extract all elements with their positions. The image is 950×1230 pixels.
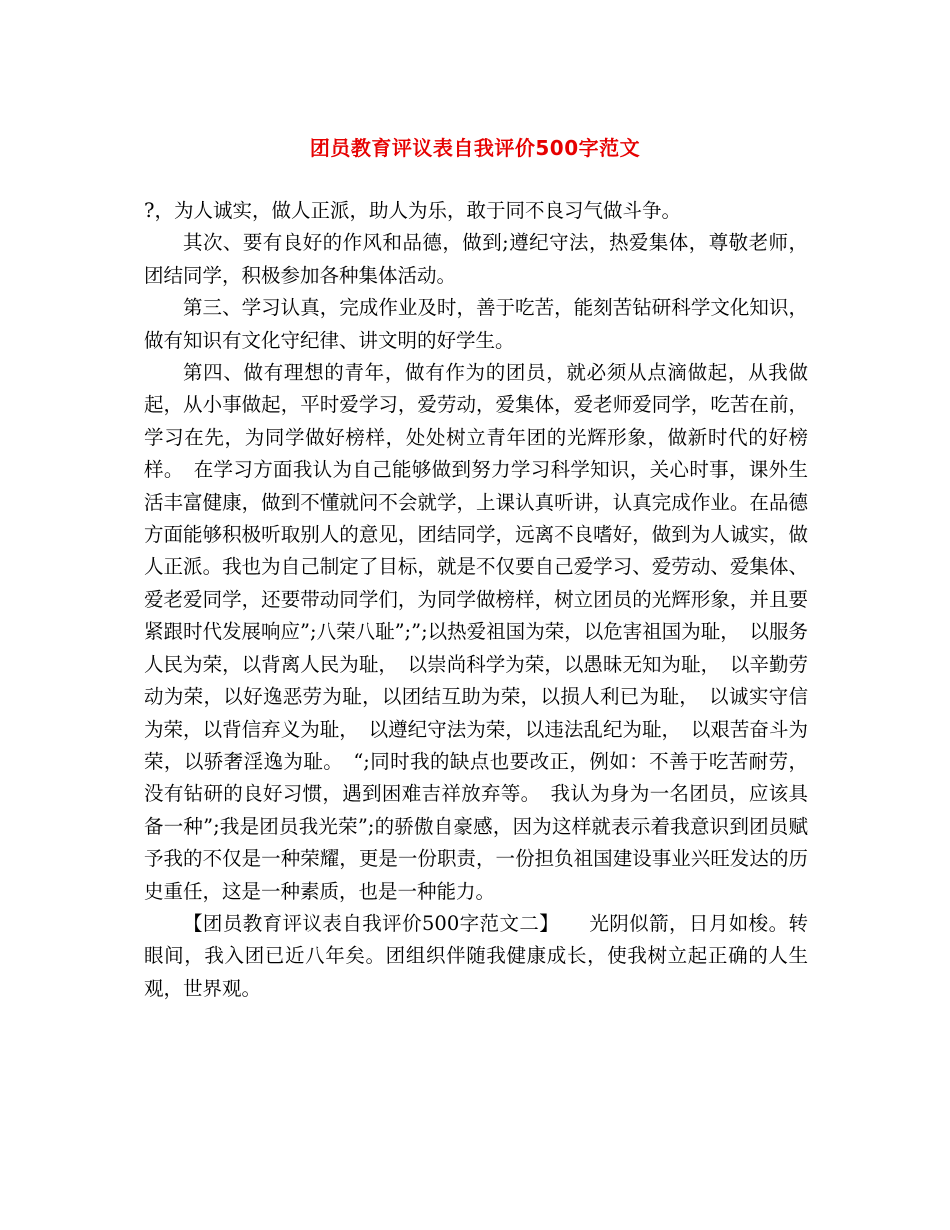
paragraph-second: 其次、要有良好的作风和品德，做到;遵纪守法，热爱集体，尊敬老师，团结同学，积极参加各种集体活动。 (144, 231, 808, 287)
paragraph-sample-two: 【团员教育评议表自我评价500字范文二】 光阴似箭，日月如梭。转眼间，我入团已近八年矣。团组织伴随我健康成长，使我树立起正确的人生观，世界观。 (144, 911, 808, 1000)
document-body (144, 195, 808, 1005)
paragraph-fourth: 第四、做有理想的青年，做有作为的团员，就必须从点滴做起，从我做起，从小事做起，平时爱学习，爱劳动，爱集体，爱老师爱同学，吃苦在前，学习在先，为同学做好榜样，处处树立青年团的光辉形象，做新时代的好榜样。 在学习方面我认为自己能够做到努力学习科学知识，关心时事，课外生活丰富健康，做到不懂就问不会就学，上课认真听讲，认真完成作业。在品德方面能够积极听取别人的意见，团结同学，远离不良嗜好，做到为人诚实，做人正派。我也为自己制定了目标，就是不仅要自己爱学习、爱劳动、爱集体、爱老爱同学，还要带动同学们，为同学做榜样，树立团员的光辉形象，并且要紧跟时代发展响应”;八荣八耻”;”;以热爱祖国为荣，以危害祖国为耻， 以服务人民为荣，以背离人民为耻， 以崇尚科学为荣，以愚昧无知为耻， 以辛勤劳动为荣，以好逸恶劳为耻，以团结互助为荣，以损人利已为耻， 以诚实守信为荣，以背信弃义为耻， 以遵纪守法为荣，以违法乱纪为耻， 以艰苦奋斗为荣，以骄奢淫逸为耻。 “;同时我的缺点也要改正，例如：不善于吃苦耐劳，没有钻研的良好习惯，遇到困难吉祥放弃等。 我认为身为一名团员，应该具备一种”;我是团员我光荣”;的骄傲自豪感，因为这样就表示着我意识到团员赋予我的不仅是一种荣耀，更是一份职责，一份担负祖国建设事业兴旺发达的历史重任，这是一种素质，也是一种能力。 (144, 361, 808, 903)
paragraph-third: 第三、学习认真，完成作业及时，善于吃苦，能刻苦钻研科学文化知识，做有知识有文化守纪律、讲文明的好学生。 (144, 296, 808, 352)
document-title: 团员教育评议表自我评价500字范文 (309, 136, 641, 160)
paragraph-continuation: ?，为人诚实，做人正派，助人为乐，敢于同不良习气做斗争。 (144, 199, 681, 222)
